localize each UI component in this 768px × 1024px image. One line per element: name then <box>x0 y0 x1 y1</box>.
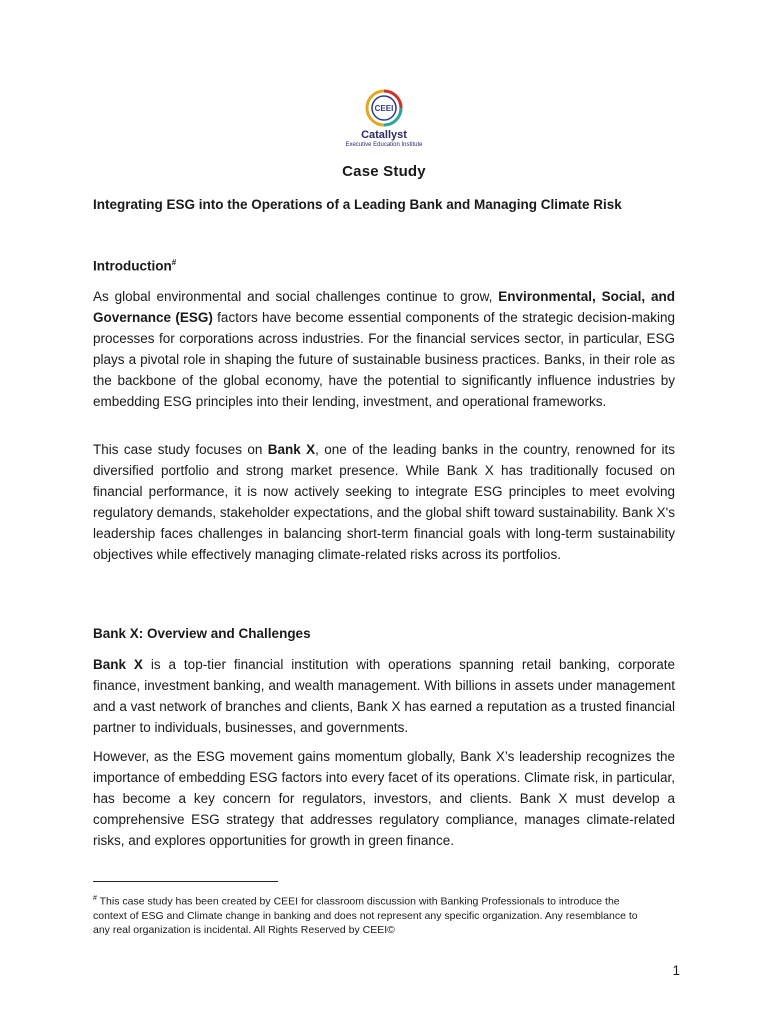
case-subtitle: Integrating ESG into the Operations of a Leading Bank and Managing Climate Risk <box>93 197 622 212</box>
ceei-logo-emblem-icon <box>364 88 404 128</box>
logo-name: Catallyst <box>361 129 407 141</box>
introduction-heading-text: Introduction <box>93 258 172 274</box>
overview-heading: Bank X: Overview and Challenges <box>93 626 311 641</box>
introduction-paragraph-1: As global environmental and social challenges continue to grow, Environmental, Social, and Governance (ESG) factors have become essential components of the strategic decision-making processes for corporations across industries. For the financial services sector, in particular, ESG plays a pivotal role in shaping the future of sustainable business practices. Banks, in their role as the backbone of the global economy, have the potential to significantly influence industries by embedding ESG principles into their lending, investment, and operational frameworks. <box>93 289 675 409</box>
svg-text:CEEI: CEEI <box>374 104 394 113</box>
introduction-heading <box>93 258 176 274</box>
introduction-paragraph-2: This case study focuses on Bank X, one of the leading banks in the country, renowned for its diversified portfolio and strong market presence. While Bank X has traditionally focused on financial performance, it is now actively seeking to integrate ESG principles to meet evolving regulatory demands, stakeholder expectations, and the global shift toward sustainability. Bank X's leadership faces challenges in balancing short-term financial goals with long-term sustainability objectives while effectively managing climate-related risks across its portfolios. <box>93 442 675 562</box>
footnote-marker: # <box>171 258 177 267</box>
footnote: # This case study has been created by CEEI for classroom discussion with Banking Professionals to introduce the context of ESG and Climate change in banking and does not represent any specific organization. Any resemblance to any real organization is incidental. All Rights Reserved by CEEI© <box>93 895 638 936</box>
logo-tagline: Executive Education Institute <box>345 142 423 148</box>
footnote-divider <box>93 881 278 882</box>
overview-paragraph-1: Bank X is a top-tier financial institution with operations spanning retail banking, corporate finance, investment banking, and wealth management. With billions in assets under management and a vast network of branches and clients, Bank X has earned a reputation as a trusted financial partner to individuals, businesses, and governments. <box>93 657 675 735</box>
overview-paragraph-2: However, as the ESG movement gains momentum globally, Bank X’s leadership recognizes the importance of embedding ESG factors into every facet of its operations. Climate risk, in particular, has become a key concern for regulators, investors, and clients. Bank X must develop a comprehensive ESG strategy that addresses regulatory compliance, manages climate-related risks, and explores opportunities for growth in green finance. <box>93 749 675 848</box>
page-number: 1 <box>672 963 680 978</box>
ceei-logo <box>0 88 768 149</box>
page-title: Case Study <box>342 163 426 180</box>
